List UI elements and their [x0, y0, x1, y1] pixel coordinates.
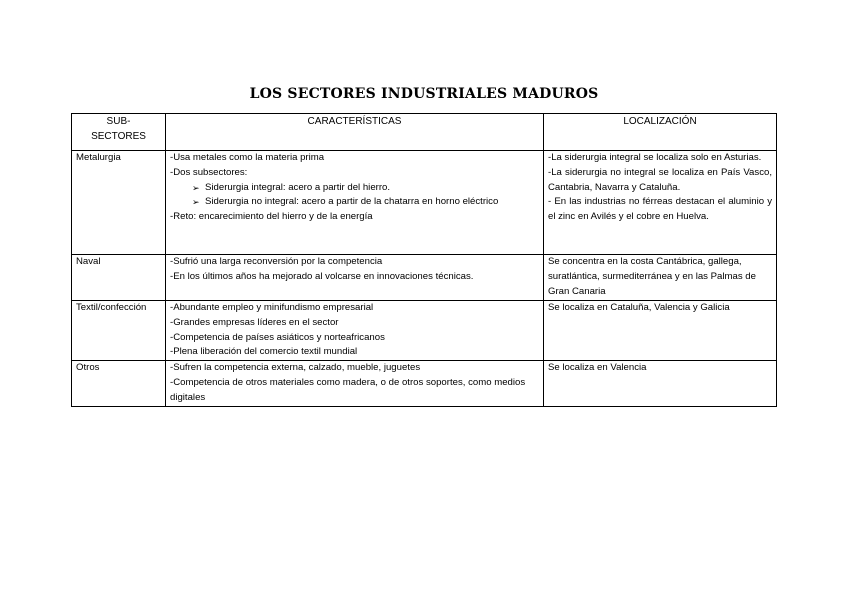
sub-list-item-text: Siderurgia no integral: acero a partir de la chatarra en horno eléctrico	[205, 196, 499, 208]
header-subsectores	[72, 114, 166, 151]
localizacion-cell	[544, 361, 777, 406]
localizacion-cell	[544, 301, 777, 361]
list-item: -La siderurgia no integral se localiza en País Vasco, Cantabria, Navarra y Cataluña.	[548, 166, 772, 193]
caracteristicas-cell	[166, 255, 544, 301]
header-subsectores-line2: SECTORES	[91, 130, 146, 142]
list-item: -Grandes empresas líderes en el sector	[170, 316, 339, 328]
list-item: -En los últimos años ha mejorado al volcarse en innovaciones técnicas.	[170, 270, 474, 282]
list-item: -Usa metales como la materia prima	[170, 152, 325, 163]
arrow-bullet-icon: ➢	[192, 197, 200, 208]
row-name-otros: Otros	[72, 361, 166, 406]
list-item: -Reto: encarecimiento del hierro y de la energía	[170, 211, 373, 223]
list-item: -La siderurgia integral se localiza solo en Asturias.	[548, 152, 762, 163]
table-row	[72, 151, 777, 255]
list-item: -Competencia de otros materiales como madera, o de otros soportes, como medios digitales	[170, 376, 526, 403]
list-item: Se localiza en Cataluña, Valencia y Galicia	[548, 302, 730, 313]
row-name-naval: Naval	[72, 255, 166, 301]
table-row	[72, 361, 777, 406]
list-item: -Sufrió una larga reconversión por la competencia	[170, 256, 383, 267]
list-item: -Abundante empleo y minifundismo empresarial	[170, 302, 374, 313]
header-caracteristicas: CARACTERÍSTICAS	[166, 114, 544, 151]
list-item: - En las industrias no férreas destacan el aluminio y el zinc en Avilés y el cobre en Huelva.	[548, 196, 772, 223]
caracteristicas-cell	[166, 361, 544, 406]
sub-list-item	[170, 195, 539, 210]
localizacion-cell	[544, 255, 777, 301]
list-item: Se localiza en Valencia	[548, 362, 647, 374]
row-name-metalurgia: Metalurgia	[72, 151, 166, 255]
caracteristicas-cell	[166, 301, 544, 361]
page-title: LOS SECTORES INDUSTRIALES MADUROS	[249, 86, 599, 102]
sub-list-item	[170, 181, 539, 196]
sub-list-item-text: Siderurgia integral: acero a partir del hierro.	[205, 181, 391, 193]
table-row	[72, 301, 777, 361]
list-item: -Dos subsectores:	[170, 166, 248, 178]
header-row	[72, 114, 777, 151]
arrow-bullet-icon: ➢	[192, 182, 200, 193]
list-item: -Plena liberación del comercio textil mundial	[170, 346, 358, 358]
list-item: Se concentra en la costa Cantábrica, gallega, suratlántica, surmediterránea y en las Palmas de Gran Canaria	[548, 256, 756, 297]
list-item: -Competencia de países asiáticos y norteafricanos	[170, 331, 385, 343]
header-localizacion: LOCALIZACIÓN	[544, 114, 777, 151]
industries-table	[71, 113, 777, 407]
table-row	[72, 255, 777, 301]
caracteristicas-cell	[166, 151, 544, 255]
row-name-textil: Textil/confección	[72, 301, 166, 361]
list-item: -Sufren la competencia externa, calzado, mueble, juguetes	[170, 362, 421, 374]
header-subsectores-line1: SUB-	[106, 116, 131, 127]
localizacion-cell	[544, 151, 777, 255]
